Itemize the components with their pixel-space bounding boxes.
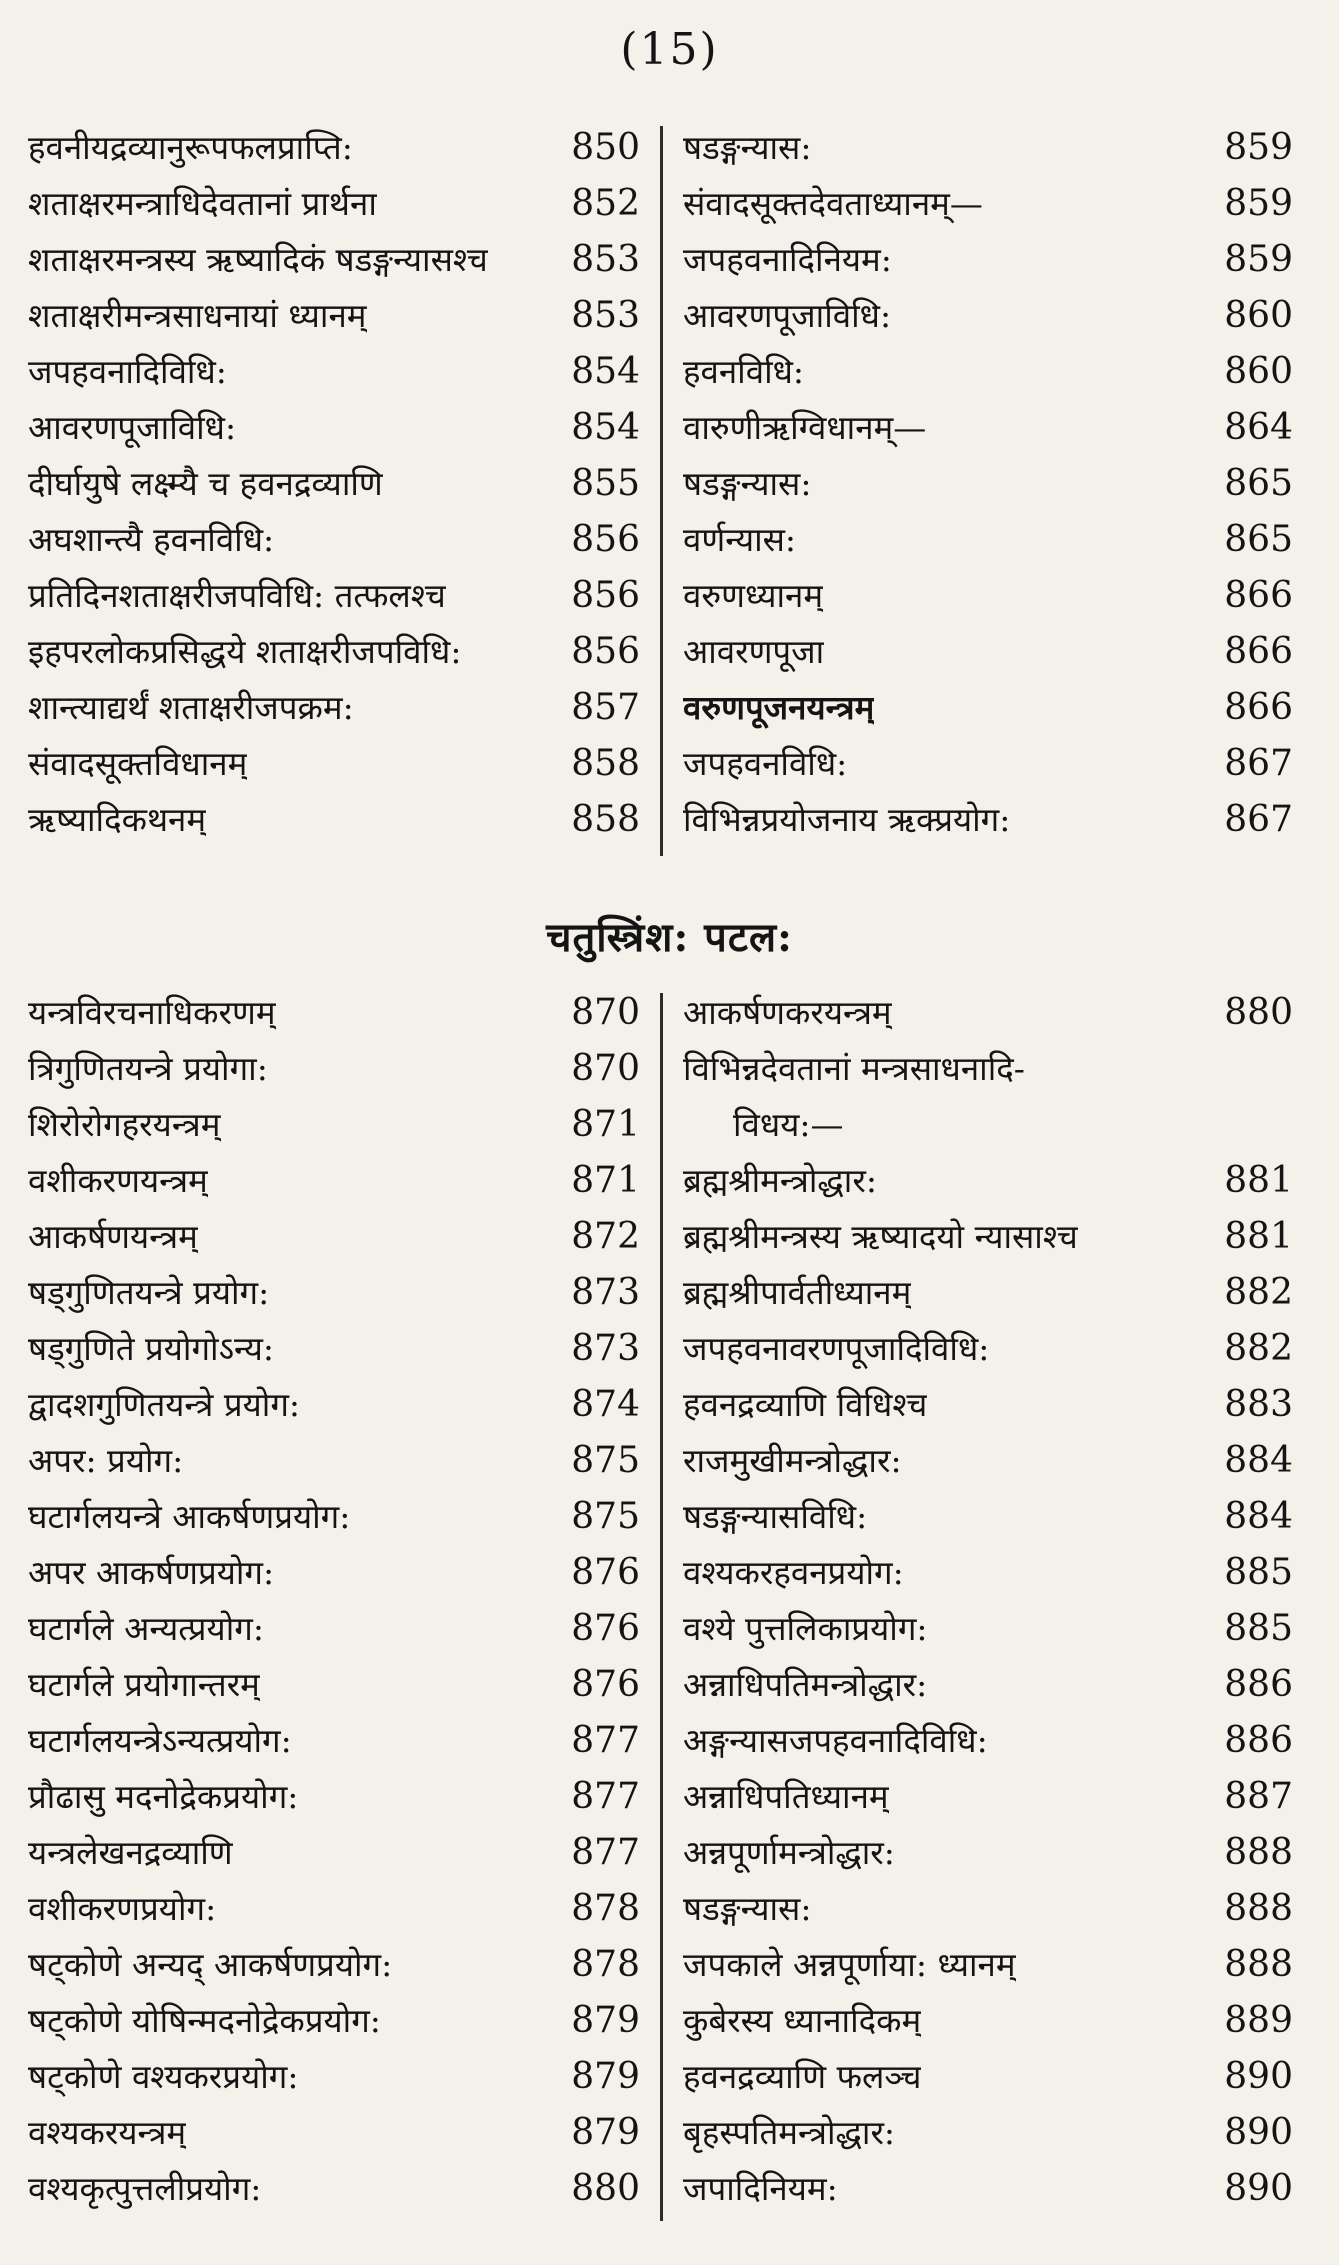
toc-entry	[28, 1713, 640, 1769]
toc-column-right	[683, 985, 1293, 2217]
toc-entry-page: 867	[1224, 799, 1293, 840]
toc-entry-title: वश्यकरयन्त्रम्	[28, 2113, 187, 2152]
toc-entry-page: 858	[571, 799, 640, 840]
toc-entry	[28, 1937, 640, 1993]
toc-entry	[28, 1321, 640, 1377]
toc-entry-title: आवरणपूजाविधि:	[28, 408, 237, 447]
toc-column-left	[28, 120, 640, 848]
toc-entry	[28, 1153, 640, 1209]
toc-entry-page: 890	[1224, 2112, 1293, 2153]
toc-entry	[28, 344, 640, 400]
toc-entry-title: षट्कोणे योषिन्मदनोद्रेकप्रयोग:	[28, 2001, 381, 2040]
toc-entry-title: संवादसूक्तदेवताध्यानम्—	[683, 184, 983, 223]
toc-entry-page: 887	[1224, 1776, 1293, 1817]
toc-entry	[683, 1321, 1293, 1377]
toc-entry-title: जपहवनादिनियम:	[683, 240, 892, 279]
toc-entry	[28, 736, 640, 792]
toc-entry-title-line1: विभिन्नदेवतानां मन्त्रसाधनादि-	[683, 1049, 1025, 1088]
toc-entry	[683, 1657, 1293, 1713]
toc-entry-page: 880	[1224, 992, 1293, 1033]
toc-section-bottom	[0, 985, 1339, 2225]
toc-entry-page: 885	[1224, 1552, 1293, 1593]
toc-entry	[683, 176, 1293, 232]
toc-entry	[683, 2049, 1293, 2105]
toc-entry-title: षडङ्गन्यास:	[683, 1889, 812, 1928]
toc-entry-title: षडङ्गन्यासविधि:	[683, 1497, 868, 1536]
toc-entry-page: 856	[571, 631, 640, 672]
toc-entry-page: 859	[1224, 239, 1293, 280]
toc-entry-title: विभिन्नप्रयोजनाय ऋक्प्रयोग:	[683, 800, 1011, 839]
toc-entry	[28, 792, 640, 848]
toc-entry	[683, 1153, 1293, 1209]
toc-entry-title: ब्रह्मश्रीपार्वतीध्यानम्	[683, 1273, 912, 1312]
toc-entry	[683, 2105, 1293, 2161]
toc-entry-title: दीर्घायुषे लक्ष्म्यै च हवनद्रव्याणि	[28, 464, 383, 503]
toc-entry-page: 890	[1224, 2168, 1293, 2209]
toc-entry-title: अङ्गन्यासजपहवनादिविधि:	[683, 1721, 988, 1760]
toc-entry-page: 882	[1224, 1328, 1293, 1369]
toc-entry-title: वारुणीऋग्विधानम्—	[683, 408, 927, 447]
toc-entry	[28, 456, 640, 512]
toc-entry-title: वश्यकृत्पुत्तलीप्रयोग:	[28, 2169, 262, 2208]
toc-entry-title-line2: विधय:—	[733, 1105, 844, 1144]
toc-column-right	[683, 120, 1293, 848]
toc-entry-title: त्रिगुणितयन्त्रे प्रयोगा:	[28, 1049, 268, 1088]
toc-entry-title	[683, 1041, 1203, 1153]
toc-entry	[683, 1545, 1293, 1601]
column-divider	[660, 993, 663, 2221]
toc-entry-title: अन्नपूर्णामन्त्रोद्धार:	[683, 1833, 895, 1872]
toc-entry	[683, 1041, 1293, 1153]
toc-entry	[683, 1377, 1293, 1433]
toc-entry-page: 881	[1224, 1160, 1293, 1201]
toc-entry-page: 886	[1224, 1720, 1293, 1761]
toc-entry-page: 873	[571, 1328, 640, 1369]
toc-entry-page: 874	[571, 1384, 640, 1425]
toc-entry-title: हवनद्रव्याणि विधिश्च	[683, 1385, 928, 1424]
toc-entry-title: अघशान्त्यै हवनविधि:	[28, 520, 275, 559]
toc-entry	[28, 1433, 640, 1489]
toc-entry-page: 854	[571, 407, 640, 448]
toc-entry	[28, 1489, 640, 1545]
toc-entry	[683, 1993, 1293, 2049]
toc-entry-title: अन्नाधिपतिध्यानम्	[683, 1777, 889, 1816]
toc-entry	[28, 2161, 640, 2217]
toc-entry-title: प्रतिदिनशताक्षरीजपविधि: तत्फलश्च	[28, 576, 446, 615]
toc-entry-title: षड्गुणिते प्रयोगोऽन्य:	[28, 1329, 275, 1368]
toc-entry-title: आकर्षणकरयन्त्रम्	[683, 993, 892, 1032]
toc-entry-page: 860	[1224, 295, 1293, 336]
toc-entry-page: 876	[571, 1664, 640, 1705]
toc-entry-title: घटार्गले अन्यत्प्रयोग:	[28, 1609, 264, 1648]
toc-entry	[683, 232, 1293, 288]
toc-column-left	[28, 985, 640, 2217]
toc-entry-title: यन्त्रविरचनाधिकरणम्	[28, 993, 276, 1032]
toc-entry-title: षडङ्गन्यास:	[683, 464, 812, 503]
toc-entry	[683, 680, 1293, 736]
toc-entry-title: वर्णन्यास:	[683, 520, 797, 559]
toc-entry	[683, 736, 1293, 792]
toc-entry-page: 880	[571, 2168, 640, 2209]
toc-entry	[28, 1209, 640, 1265]
toc-entry	[28, 2049, 640, 2105]
toc-entry-title: वशीकरणयन्त्रम्	[28, 1161, 208, 1200]
toc-entry-page: 853	[571, 295, 640, 336]
toc-entry	[683, 1433, 1293, 1489]
toc-entry-title: ऋष्यादिकथनम्	[28, 800, 207, 839]
toc-entry	[28, 1097, 640, 1153]
toc-entry-title: षड्गुणितयन्त्रे प्रयोग:	[28, 1273, 270, 1312]
toc-entry-title: हवनीयद्रव्यानुरूपफलप्राप्ति:	[28, 128, 353, 167]
toc-entry	[683, 120, 1293, 176]
toc-entry	[683, 1601, 1293, 1657]
toc-entry-title: वश्ये पुत्तलिकाप्रयोग:	[683, 1609, 928, 1648]
toc-entry-title: जपादिनियम:	[683, 2169, 838, 2208]
toc-entry	[28, 512, 640, 568]
toc-entry-page: 884	[1224, 1440, 1293, 1481]
toc-entry-page: 853	[571, 239, 640, 280]
toc-entry-page: 886	[1224, 1664, 1293, 1705]
toc-entry-page: 876	[571, 1608, 640, 1649]
toc-entry-title: जपकाले अन्नपूर्णाया: ध्यानम्	[683, 1945, 1016, 1984]
toc-entry	[28, 568, 640, 624]
toc-entry-title: यन्त्रलेखनद्रव्याणि	[28, 1833, 233, 1872]
toc-entry	[28, 1377, 640, 1433]
toc-entry	[683, 2161, 1293, 2217]
toc-entry	[28, 1041, 640, 1097]
toc-entry-page: 870	[571, 992, 640, 1033]
toc-entry-page: 884	[1224, 1496, 1293, 1537]
toc-entry-title: अन्नाधिपतिमन्त्रोद्धार:	[683, 1665, 928, 1704]
toc-entry-page: 890	[1224, 2056, 1293, 2097]
toc-entry-title: आवरणपूजा	[683, 632, 825, 671]
toc-entry-page: 882	[1224, 1272, 1293, 1313]
toc-entry	[28, 1993, 640, 2049]
toc-entry	[683, 344, 1293, 400]
toc-entry	[683, 1713, 1293, 1769]
toc-entry-page: 878	[571, 1944, 640, 1985]
toc-section-top	[0, 120, 1339, 860]
toc-entry-page: 879	[571, 2056, 640, 2097]
toc-entry-title: हवनद्रव्याणि फलञ्च	[683, 2057, 922, 2096]
toc-entry-page: 859	[1224, 183, 1293, 224]
toc-entry	[683, 400, 1293, 456]
toc-entry	[28, 120, 640, 176]
toc-entry-page: 877	[571, 1832, 640, 1873]
toc-entry	[28, 1881, 640, 1937]
toc-entry	[683, 1209, 1293, 1265]
toc-entry-page: 877	[571, 1776, 640, 1817]
toc-entry-title: वश्यकरहवनप्रयोग:	[683, 1553, 904, 1592]
toc-entry-page: 852	[571, 183, 640, 224]
toc-entry-page: 872	[571, 1216, 640, 1257]
toc-entry-page: 867	[1224, 743, 1293, 784]
toc-entry-title: षट्कोणे वश्यकरप्रयोग:	[28, 2057, 299, 2096]
toc-entry-page: 850	[571, 127, 640, 168]
toc-entry-title: अपर: प्रयोग:	[28, 1441, 184, 1480]
toc-entry-page: 864	[1224, 407, 1293, 448]
toc-entry-page: 858	[571, 743, 640, 784]
toc-entry-title: वशीकरणप्रयोग:	[28, 1889, 217, 1928]
toc-entry-title: हवनविधि:	[683, 352, 805, 391]
toc-entry-title: घटार्गले प्रयोगान्तरम्	[28, 1665, 260, 1704]
toc-entry-title: शताक्षरीमन्त्रसाधनायां ध्यानम्	[28, 296, 367, 335]
toc-entry	[683, 568, 1293, 624]
toc-entry-page: 881	[1224, 1216, 1293, 1257]
toc-entry	[28, 2105, 640, 2161]
toc-entry	[28, 624, 640, 680]
toc-entry-page: 866	[1224, 575, 1293, 616]
toc-entry	[28, 680, 640, 736]
toc-entry-page: 856	[571, 575, 640, 616]
toc-entry-page: 875	[571, 1496, 640, 1537]
toc-entry	[28, 288, 640, 344]
toc-entry-title: कुबेरस्य ध्यानादिकम्	[683, 2001, 922, 2040]
toc-entry-title: जपहवनादिविधि:	[28, 352, 227, 391]
toc-entry-title: ब्रह्मश्रीमन्त्रस्य ऋष्यादयो न्यासाश्च	[683, 1217, 1078, 1256]
toc-entry	[28, 1825, 640, 1881]
toc-entry	[683, 1769, 1293, 1825]
toc-entry-page: 875	[571, 1440, 640, 1481]
toc-entry-title: प्रौढासु मदनोद्रेकप्रयोग:	[28, 1777, 299, 1816]
toc-entry-title: शान्त्याद्यर्थं शताक्षरीजपक्रम:	[28, 688, 354, 727]
toc-entry-page: 888	[1224, 1888, 1293, 1929]
toc-entry	[683, 624, 1293, 680]
page-number: (15)	[620, 24, 719, 75]
toc-entry-page: 873	[571, 1272, 640, 1313]
toc-entry-page: 866	[1224, 687, 1293, 728]
toc-entry-page: 883	[1224, 1384, 1293, 1425]
toc-entry-title: वरुणपूजनयन्त्रम्	[683, 688, 875, 727]
toc-entry	[683, 456, 1293, 512]
toc-entry	[28, 1545, 640, 1601]
toc-entry-page: 865	[1224, 463, 1293, 504]
toc-entry-page: 889	[1224, 2000, 1293, 2041]
toc-entry-title: शिरोरोगहरयन्त्रम्	[28, 1105, 221, 1144]
toc-entry-page: 885	[1224, 1608, 1293, 1649]
toc-entry-page: 888	[1224, 1832, 1293, 1873]
toc-entry-page: 871	[571, 1160, 640, 1201]
toc-entry-page: 878	[571, 1888, 640, 1929]
toc-entry-page: 877	[571, 1720, 640, 1761]
toc-entry-page: 876	[571, 1552, 640, 1593]
toc-entry-page: 854	[571, 351, 640, 392]
toc-entry	[683, 288, 1293, 344]
toc-entry-title: अपर आकर्षणप्रयोग:	[28, 1553, 275, 1592]
toc-entry-page: 870	[571, 1048, 640, 1089]
toc-entry	[28, 232, 640, 288]
toc-entry-page: 871	[571, 1104, 640, 1145]
toc-entry-page: 859	[1224, 127, 1293, 168]
toc-entry	[28, 985, 640, 1041]
toc-entry-page: 855	[571, 463, 640, 504]
toc-entry	[683, 1937, 1293, 1993]
toc-entry	[28, 1657, 640, 1713]
toc-entry-title: ब्रह्मश्रीमन्त्रोद्धार:	[683, 1161, 877, 1200]
toc-entry-page: 865	[1224, 519, 1293, 560]
toc-entry-title: राजमुखीमन्त्रोद्धार:	[683, 1441, 902, 1480]
toc-entry	[28, 1601, 640, 1657]
toc-entry-page: 857	[571, 687, 640, 728]
toc-entry-title: शताक्षरमन्त्राधिदेवतानां प्रार्थना	[28, 184, 377, 223]
toc-entry	[683, 985, 1293, 1041]
toc-entry	[28, 1769, 640, 1825]
toc-entry-title: इहपरलोकप्रसिद्धये शताक्षरीजपविधि:	[28, 632, 462, 671]
toc-entry-title: जपहवनावरणपूजादिविधि:	[683, 1329, 990, 1368]
toc-entry-title: संवादसूक्तविधानम्	[28, 744, 248, 783]
toc-entry	[683, 1825, 1293, 1881]
column-divider	[660, 126, 663, 856]
toc-entry	[683, 1881, 1293, 1937]
toc-entry-title: षट्कोणे अन्यद् आकर्षणप्रयोग:	[28, 1945, 393, 1984]
toc-entry-title: घटार्गलयन्त्रे आकर्षणप्रयोग:	[28, 1497, 351, 1536]
toc-entry-title: घटार्गलयन्त्रेऽन्यत्प्रयोग:	[28, 1721, 292, 1760]
chapter-heading: चतुस्त्रिंश: पटल:	[546, 914, 793, 961]
toc-entry-page: 879	[571, 2000, 640, 2041]
toc-entry-title: बृहस्पतिमन्त्रोद्धार:	[683, 2113, 896, 2152]
toc-entry-page: 879	[571, 2112, 640, 2153]
toc-entry-title: आकर्षणयन्त्रम्	[28, 1217, 198, 1256]
toc-entry-title: षडङ्गन्यास:	[683, 128, 812, 167]
toc-entry	[683, 1265, 1293, 1321]
toc-entry	[28, 176, 640, 232]
toc-entry	[683, 1489, 1293, 1545]
toc-entry-title: द्वादशगुणितयन्त्रे प्रयोग:	[28, 1385, 301, 1424]
toc-entry-page: 860	[1224, 351, 1293, 392]
toc-entry	[683, 512, 1293, 568]
toc-entry-page: 856	[571, 519, 640, 560]
toc-entry-page: 888	[1224, 1944, 1293, 1985]
toc-entry-title: शताक्षरमन्त्रस्य ऋष्यादिकं षडङ्गन्यासश्च	[28, 240, 488, 279]
toc-entry-title: जपहवनविधि:	[683, 744, 848, 783]
toc-entry-page: 866	[1224, 631, 1293, 672]
toc-entry	[683, 792, 1293, 848]
toc-entry	[28, 400, 640, 456]
toc-entry-title: वरुणध्यानम्	[683, 576, 824, 615]
toc-entry-title: आवरणपूजाविधि:	[683, 296, 892, 335]
toc-entry	[28, 1265, 640, 1321]
